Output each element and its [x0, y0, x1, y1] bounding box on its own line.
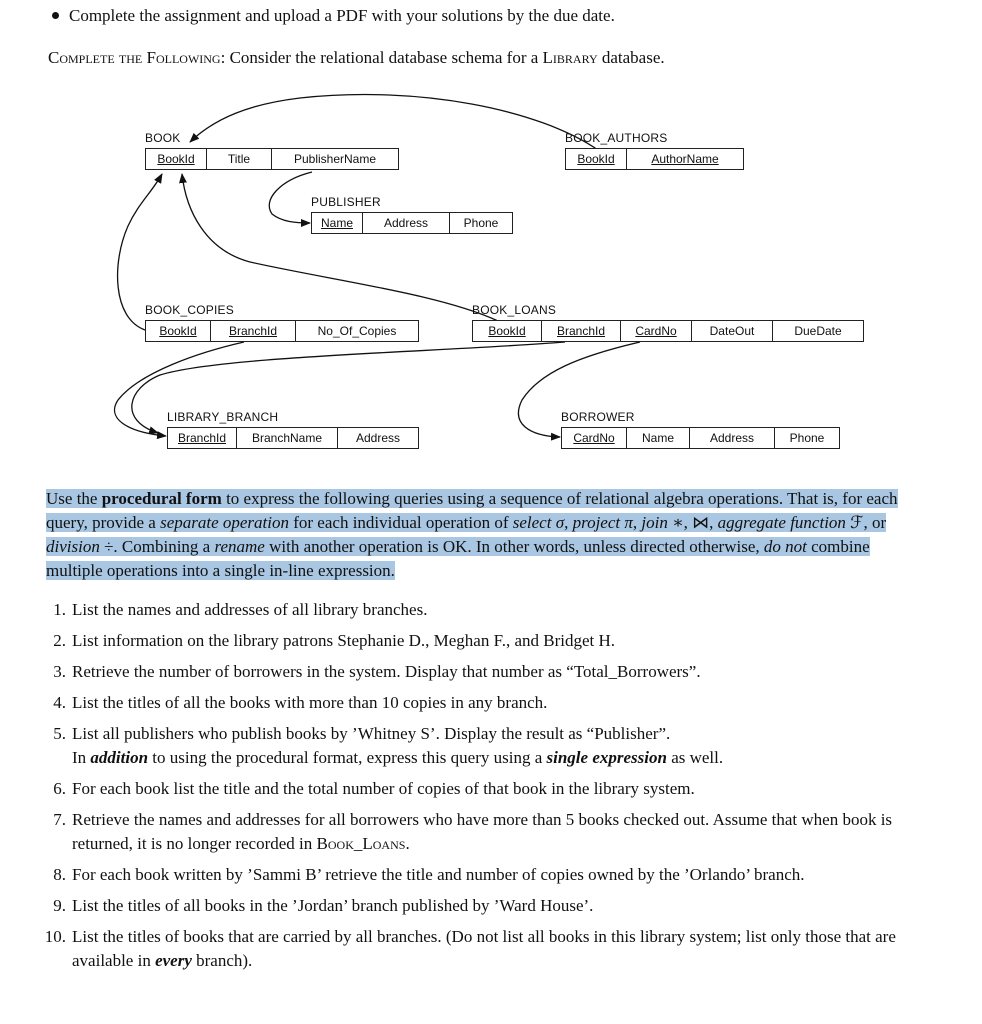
attribute-bookid: BookId [146, 149, 207, 169]
heading-library: Library [542, 48, 598, 67]
emphasis-do-not: do not [763, 537, 807, 556]
attribute-bookid: BookId [146, 321, 211, 341]
relation-attributes [311, 212, 513, 234]
attribute-bookid: BookId [473, 321, 542, 341]
query-text: List the titles of all the books with more than 10 copies in any branch. [72, 693, 548, 712]
relation-name: LIBRARY_BRANCH [167, 410, 279, 424]
attribute-name: Name [312, 213, 363, 233]
attribute-phone: Phone [463, 216, 499, 230]
heading-text-end: database. [597, 48, 665, 67]
attribute-cardno: CardNo [562, 428, 627, 448]
attribute-branchid: BranchId [168, 428, 237, 448]
assignment-instruction-text: Complete the assignment and upload a PDF with your solutions by the due date. [69, 6, 615, 25]
query-text: For each book written by ’Sammi B’ retrieve the title and number of copies owned by the ’Orlando’ branch. [72, 865, 805, 884]
emphasis-every: every [155, 951, 192, 970]
relation-name: BORROWER [561, 410, 635, 424]
relation-attributes [167, 427, 419, 449]
query-item [30, 691, 930, 715]
attribute-authorname: AuthorName [651, 152, 719, 166]
query-item [30, 863, 930, 887]
query-text: List the titles of books that are carried by all branches. (Do not list all books in this library system; list only those that are available in [72, 927, 896, 970]
emphasis-project: project π [572, 513, 633, 532]
relation-name: BOOK [145, 131, 181, 145]
relation-name: BOOK_AUTHORS [565, 131, 668, 145]
relation-attributes [565, 148, 744, 170]
query-text-smallcaps: Book_Loans [316, 834, 406, 853]
query-item [30, 598, 930, 622]
attribute-duedate: DueDate [794, 324, 842, 338]
query-number: 10. [44, 927, 66, 946]
query-text: Retrieve the names and addresses for all borrowers who have more than 5 books checked out. Assume that when book is returned, it is no longer recorded in [72, 810, 893, 853]
query-text: For each book list the title and the total number of copies of that book in the library system. [72, 779, 695, 798]
query-text: List the names and addresses of all library branches. [72, 600, 428, 619]
emphasis-aggregate: aggregate function [717, 513, 846, 532]
relation-name: PUBLISHER [311, 195, 381, 209]
query-list [30, 598, 930, 973]
attribute-title: Title [207, 149, 272, 169]
attribute-no-of-copies: No_Of_Copies [317, 324, 397, 338]
query-text: Retrieve the number of borrowers in the system. Display that number as “Total_Borrowers”. [72, 662, 701, 681]
relation-attributes [145, 320, 419, 342]
schema-arrows [0, 0, 982, 480]
attribute-branchid: BranchId [211, 321, 296, 341]
relation-attributes [561, 427, 840, 449]
query-item: 5. List all publishers who publish books by ’Whitney S’. Display the result as “Publisher”. In addition to using the procedural format, express this query using a single expression as well. [30, 722, 930, 770]
attribute-name: Name [627, 428, 690, 448]
query-number: 9. [53, 896, 66, 915]
attribute-publishername: PublisherName [293, 152, 377, 166]
emphasis-single-expression: single expression [546, 748, 667, 767]
emphasis-procedural-form: procedural form [101, 489, 222, 508]
emphasis-join: join [641, 513, 668, 532]
instructions-paragraph: Use the procedural form to express the following queries using a sequence of relational algebra operations. That is, for each query, provide a separate operation for each individual operation of select σ, project π, join ∗, ⋈, aggregate function ℱ, or division ÷. Combining a rename with another operation is OK. In other words, unless directed otherwise, do not combine multiple operations into a single in-line expression. [46, 489, 898, 580]
relation-name: BOOK_LOANS [472, 303, 557, 317]
query-number: 2. [53, 631, 66, 650]
query-text: List the titles of all books in the ’Jordan’ branch published by ’Ward House’. [72, 896, 594, 915]
query-item [30, 629, 930, 653]
fk-arrow-authors-book [190, 95, 598, 150]
library-schema-diagram [0, 0, 982, 480]
emphasis-separate-operation: separate operation [160, 513, 289, 532]
query-number: 1. [53, 600, 66, 619]
attribute-address: Address [355, 431, 401, 445]
query-number: 7. [53, 810, 66, 829]
query-item [30, 777, 930, 801]
query-text: List information on the library patrons Stephanie D., Meghan F., and Bridget H. [72, 631, 616, 650]
query-number: 8. [53, 865, 66, 884]
query-item [30, 894, 930, 918]
query-item: 7. Retrieve the names and addresses for all borrowers who have more than 5 books checked out. Assume that when book is returned, it is no longer recorded in Book_Loans. [30, 808, 930, 856]
query-number: 4. [53, 693, 66, 712]
heading-prefix: Complete the Following: [48, 48, 226, 67]
attribute-branchid: BranchId [542, 321, 621, 341]
query-text: List all publishers who publish books by ’Whitney S’. Display the result as “Publisher”. [72, 724, 671, 743]
query-number: 6. [53, 779, 66, 798]
attribute-branchname: BranchName [237, 428, 338, 448]
emphasis-division: division [46, 537, 100, 556]
emphasis-rename: rename [214, 537, 265, 556]
attribute-dateout: DateOut [692, 321, 773, 341]
attribute-bookid: BookId [566, 149, 627, 169]
fk-arrow-book-publisher [269, 172, 312, 223]
emphasis-addition: addition [90, 748, 149, 767]
query-item: 10. List the titles of books that are carried by all branches. (Do not list all books in this library system; list only those that are available in every branch). [30, 925, 930, 973]
emphasis-select: select σ [512, 513, 565, 532]
query-number: 5. [53, 724, 66, 743]
relation-attributes [145, 148, 399, 170]
relation-name: BOOK_COPIES [145, 303, 234, 317]
attribute-address: Address [363, 213, 450, 233]
attribute-address: Address [690, 428, 775, 448]
attribute-phone: Phone [789, 431, 825, 445]
query-item [30, 660, 930, 684]
relation-attributes [472, 320, 864, 342]
heading-text: Consider the relational database schema for a [225, 48, 543, 67]
query-number: 3. [53, 662, 66, 681]
attribute-cardno: CardNo [621, 321, 692, 341]
